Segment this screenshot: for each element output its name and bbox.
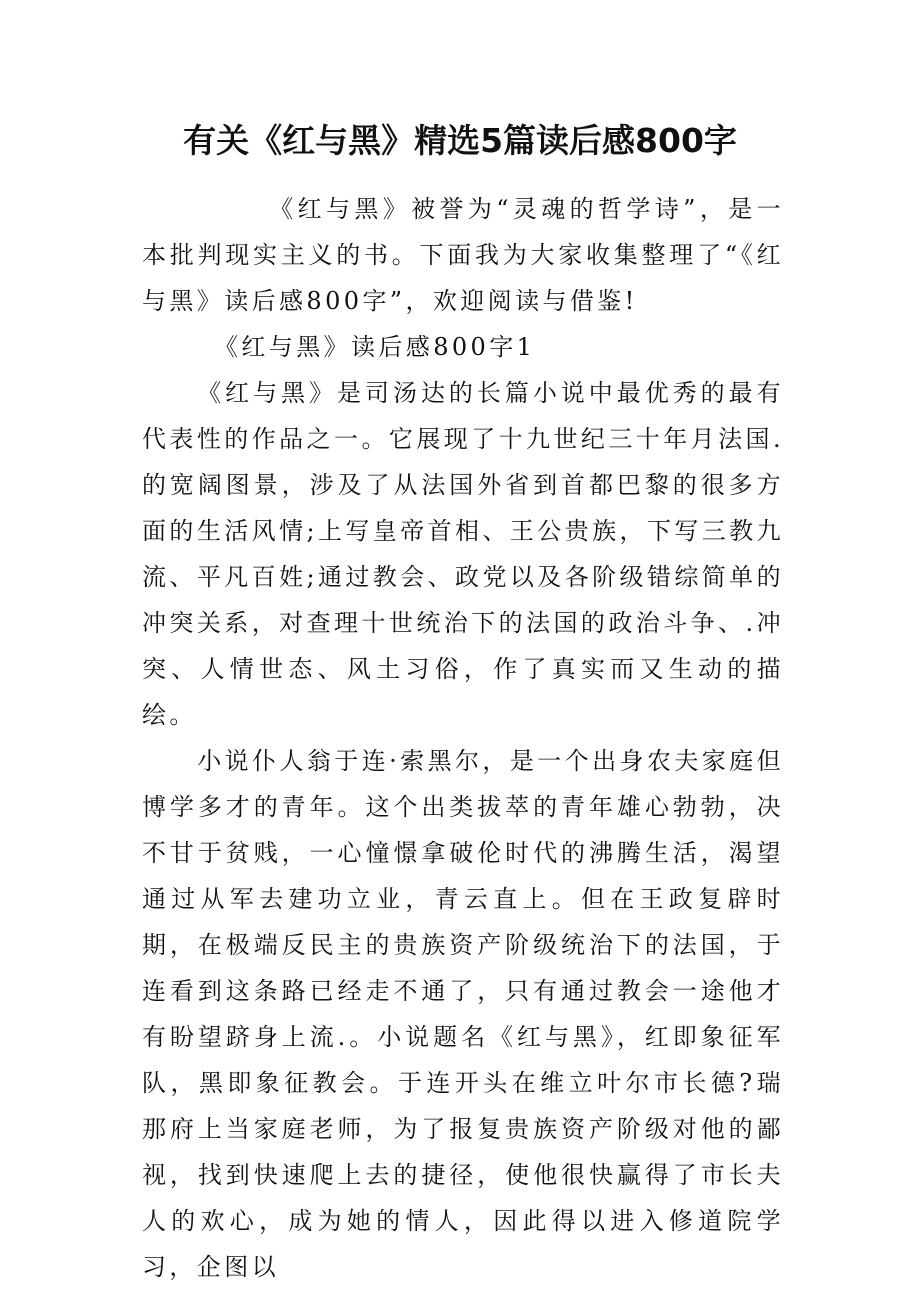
- body-paragraph-1: 《红与黑》是司汤达的长篇小说中最优秀的最有代表性的作品之一。它展现了十九世纪三十年月法国.的宽阔图景，涉及了从法国外省到首都巴黎的很多方面的生活风情;上写皇帝首相、王公贵族，下写三教九流、平凡百姓;通过教会、政党以及各阶级错综简单的冲突关系，对查理十世统治下的法国的政治斗争、.冲突、人情世态、风土习俗，作了真实而又生动的描绘。: [142, 379, 784, 729]
- intro-paragraph: 《红与黑》被誉为“灵魂的哲学诗”，是一本批判现实主义的书。下面我为大家收集整理了“《红与黑》读后感800字”，欢迎阅读与借鉴!: [142, 195, 784, 315]
- body-paragraph-2: 小说仆人翁于连·索黑尔，是一个出身农夫家庭但博学多才的青年。这个出类拔萃的青年雄心勃勃，决不甘于贫贱，一心憧憬拿破伦时代的沸腾生活，渴望通过从军去建功立业，青云直上。但在王政复辟时期，在极端反民主的贵族资产阶级统治下的法国，于连看到这条路已经走不通了，只有通过教会一途他才有盼望跻身上流.。小说题名《红与黑》，红即象征军队，黑即象征教会。于连开头在维立叶尔市长德?瑞那府上当家庭老师，为了报复贵族资产阶级对他的鄙视，找到快速爬上去的捷径，使他很快赢得了市长夫人的欢心，成为她的情人，因此得以进入修道院学习，企图以: [142, 747, 784, 1281]
- document-body: [142, 186, 784, 1290]
- section-heading: 《红与黑》读后感800字1: [214, 333, 536, 361]
- document-title: 有关《红与黑》精选5篇读后感800字: [183, 121, 737, 160]
